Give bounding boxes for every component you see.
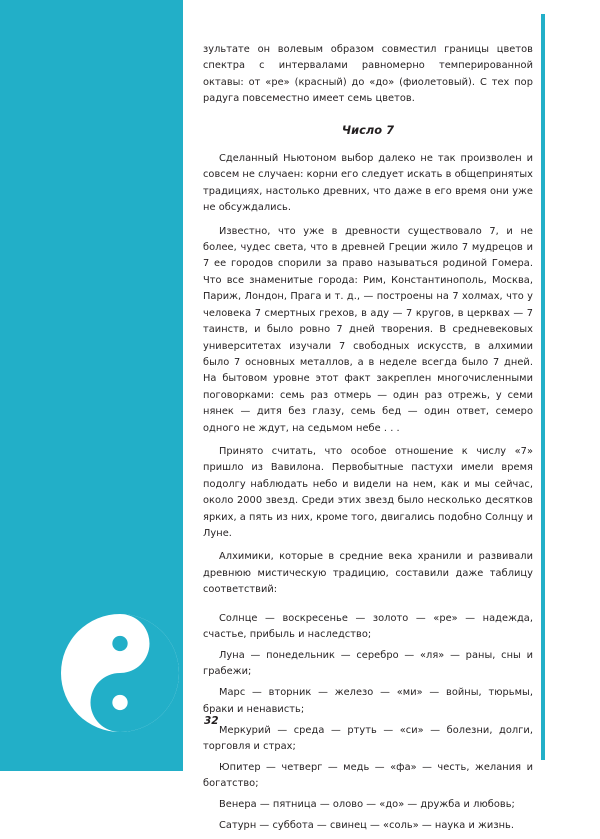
intro-paragraph: зультате он волевым образом совместил границы цветов спектра с интервалами равномерно темперированной октавы: от «ре» (красный) до «до» (фиолетовый). С тех пор радуга повсеместно имеет семь цветов. bbox=[203, 44, 533, 105]
text-page bbox=[183, 0, 541, 832]
correspondence-item: Луна — понедельник — серебро — «ля» — раны, сны и грабежи; bbox=[203, 649, 533, 678]
side-color-bar bbox=[0, 0, 183, 771]
body-paragraph: Известно, что уже в древности существовало 7, и не более, чудес света, что в древней Греции жило 7 мудрецов и 7 ее городов спорили за право называться родиной Гомера. Что все знаменитые города: Рим, Константинополь, Москва, Париж, Лондон, Прага и т. д., — построены на 7 холмах, что у человека 7 смертных грехов, в аду — 7 кругов, в церквах — 7 таинств, и было ровно 7 дней творения. В средневековых университетах изучали 7 свободных искусств, в алхимии было 7 основных металлов, а в неделе всегда было 7 дней. На бытовом уровне этот факт закреплен многочисленными поговорками: семь раз отмерь — один раз отрежь, у семи нянек — дитя без глазу, семь бед — один ответ, семеро одного не ждут, на седьмом небе . . . bbox=[203, 225, 533, 434]
correspondence-item: Сатурн — суббота — свинец — «соль» — наука и жизнь. bbox=[219, 820, 515, 832]
correspondence-item: Марс — вторник — железо — «ми» — войны, тюрьмы, браки и ненависть; bbox=[203, 687, 533, 715]
right-margin-rule bbox=[541, 14, 545, 760]
correspondence-item: Юпитер — четверг — медь — «фа» — честь, желания и богатство; bbox=[203, 761, 533, 790]
yin-yang-icon bbox=[61, 614, 179, 732]
page-number: 32 bbox=[204, 715, 219, 727]
body-paragraph: Сделанный Ньютоном выбор далеко не так произволен и совсем не случаен: корни его следует искать в общепринятых традициях, настолько древних, что даже в его время они уже не обсуждались. bbox=[203, 153, 533, 214]
section-heading: Число 7 bbox=[341, 122, 395, 137]
correspondence-item: Меркурий — среда — ртуть — «си» — болезни, долги, торговля и страх; bbox=[203, 724, 533, 752]
page-content bbox=[203, 42, 533, 839]
correspondence-item: Венера — пятница — олово — «до» — дружба и любовь; bbox=[219, 799, 515, 811]
correspondence-item: Солнце — воскресенье — золото — «ре» — надежда, счастье, прибыль и наследство; bbox=[203, 612, 533, 640]
body-paragraph: Алхимики, которые в средние века хранили и развивали древнюю мистическую традицию, составили даже таблицу соответствий: bbox=[203, 551, 533, 596]
body-paragraph: Принято считать, что особое отношение к числу «7» пришло из Вавилона. Первобытные пастухи имели время подолгу наблюдать небо и видели на нем, как и мы сейчас, около 2000 звезд. Среди этих звезд было несколько десятков ярких, а пять из них, кроме того, двигались подобно Солнцу и Луне. bbox=[203, 445, 533, 539]
